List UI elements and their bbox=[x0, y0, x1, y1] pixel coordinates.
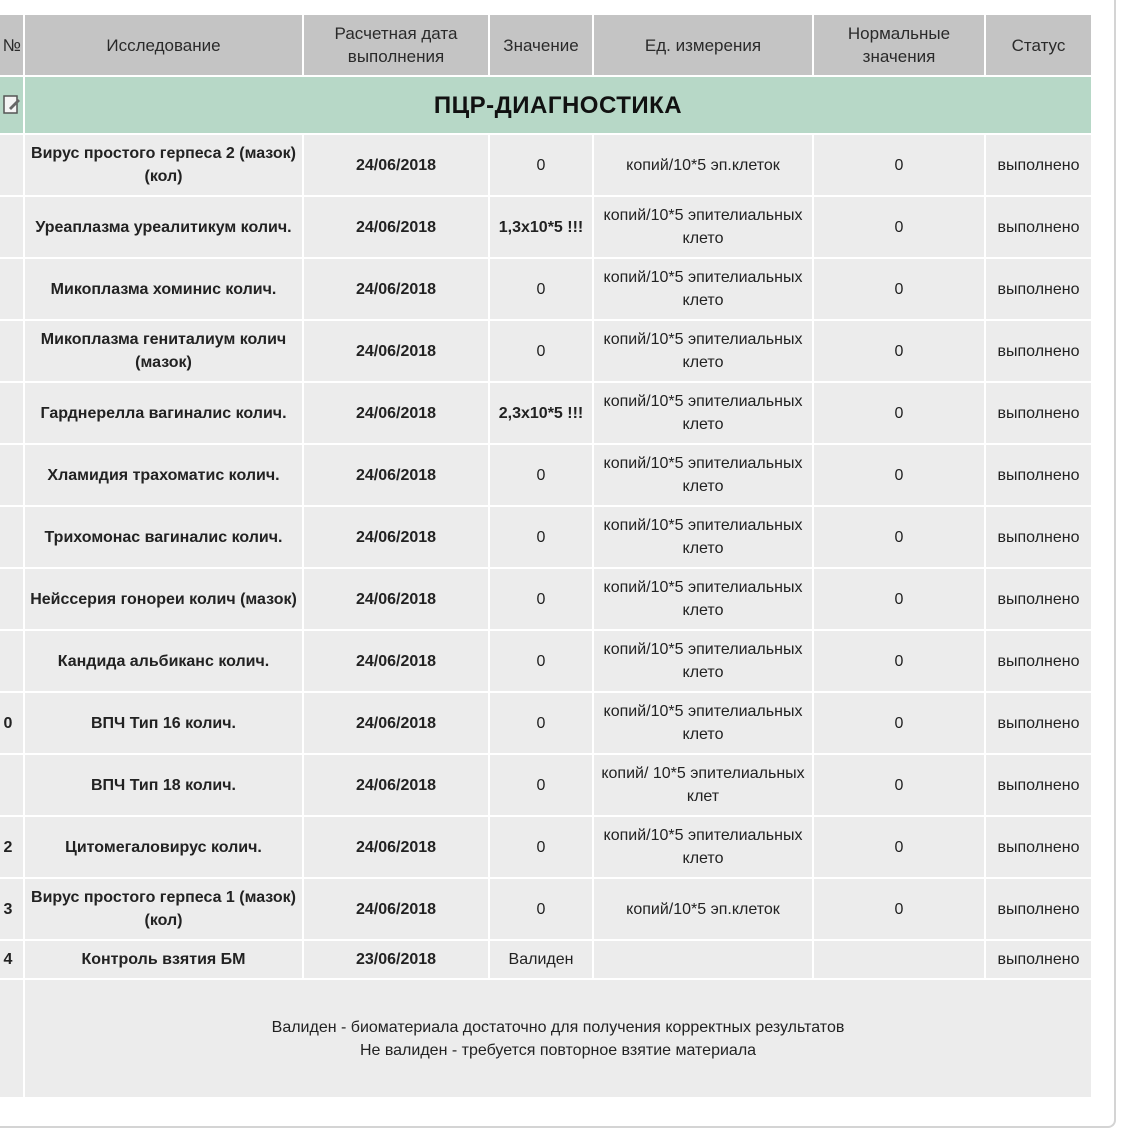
row-number bbox=[0, 755, 23, 815]
due-date: 23/06/2018 bbox=[304, 941, 488, 978]
table-row bbox=[0, 879, 1091, 939]
unit-cell: копий/10*5 эпителиальных клето bbox=[594, 569, 812, 629]
due-date: 24/06/2018 bbox=[304, 631, 488, 691]
header-normal: Нормальные значения bbox=[814, 15, 984, 75]
status-cell: выполнено bbox=[986, 321, 1091, 381]
study-name: Микоплазма гениталиум колич (мазок) bbox=[25, 321, 302, 381]
result-value: 0 bbox=[490, 445, 592, 505]
row-number bbox=[0, 631, 23, 691]
table-row bbox=[0, 631, 1091, 691]
due-date: 24/06/2018 bbox=[304, 817, 488, 877]
normal-values: 0 bbox=[814, 879, 984, 939]
study-name: Гарднерелла вагиналис колич. bbox=[25, 383, 302, 443]
table-row bbox=[0, 817, 1091, 877]
header-unit: Ед. измерения bbox=[594, 15, 812, 75]
normal-values: 0 bbox=[814, 383, 984, 443]
row-number: 0 bbox=[0, 693, 23, 753]
row-number bbox=[0, 197, 23, 257]
status-cell: выполнено bbox=[986, 569, 1091, 629]
result-value: 0 bbox=[490, 507, 592, 567]
table-row bbox=[0, 383, 1091, 443]
normal-values: 0 bbox=[814, 631, 984, 691]
status-cell: выполнено bbox=[986, 631, 1091, 691]
result-value: 0 bbox=[490, 135, 592, 195]
row-number bbox=[0, 445, 23, 505]
result-value: 0 bbox=[490, 693, 592, 753]
header-value: Значение bbox=[490, 15, 592, 75]
edit-icon[interactable] bbox=[0, 77, 23, 133]
study-name: ВПЧ Тип 16 колич. bbox=[25, 693, 302, 753]
control-row bbox=[0, 941, 1091, 978]
table-row bbox=[0, 755, 1091, 815]
normal-values bbox=[814, 941, 984, 978]
table-row bbox=[0, 197, 1091, 257]
unit-cell: копий/10*5 эп.клеток bbox=[594, 135, 812, 195]
study-name: Уреаплазма уреалитикум колич. bbox=[25, 197, 302, 257]
section-title: ПЦР-ДИАГНОСТИКА bbox=[25, 77, 1091, 133]
study-name: Вирус простого герпеса 1 (мазок)(кол) bbox=[25, 879, 302, 939]
header-status: Статус bbox=[986, 15, 1091, 75]
due-date: 24/06/2018 bbox=[304, 135, 488, 195]
status-cell: выполнено bbox=[986, 755, 1091, 815]
due-date: 24/06/2018 bbox=[304, 569, 488, 629]
section-row bbox=[0, 77, 1091, 133]
due-date: 24/06/2018 bbox=[304, 321, 488, 381]
result-value: 0 bbox=[490, 879, 592, 939]
status-cell: выполнено bbox=[986, 879, 1091, 939]
unit-cell: копий/10*5 эпителиальных клето bbox=[594, 197, 812, 257]
status-cell: выполнено bbox=[986, 693, 1091, 753]
study-name: Нейссерия гонореи колич (мазок) bbox=[25, 569, 302, 629]
unit-cell: копий/10*5 эп.клеток bbox=[594, 879, 812, 939]
result-value: 0 bbox=[490, 321, 592, 381]
study-name: Кандида альбиканс колич. bbox=[25, 631, 302, 691]
normal-values: 0 bbox=[814, 755, 984, 815]
study-name: Трихомонас вагиналис колич. bbox=[25, 507, 302, 567]
row-number bbox=[0, 569, 23, 629]
legend-invalid: Не валиден - требуется повторное взятие материала bbox=[359, 1041, 757, 1059]
result-value: 0 bbox=[490, 259, 592, 319]
due-date: 24/06/2018 bbox=[304, 445, 488, 505]
normal-values: 0 bbox=[814, 507, 984, 567]
header-study: Исследование bbox=[25, 15, 302, 75]
normal-values: 0 bbox=[814, 817, 984, 877]
status-cell: выполнено bbox=[986, 383, 1091, 443]
results-table bbox=[0, 13, 1093, 1099]
row-number: 3 bbox=[0, 879, 23, 939]
result-value: 0 bbox=[490, 817, 592, 877]
result-value: 0 bbox=[490, 631, 592, 691]
study-name: ВПЧ Тип 18 колич. bbox=[25, 755, 302, 815]
table-row bbox=[0, 259, 1091, 319]
status-cell: выполнено bbox=[986, 135, 1091, 195]
row-number bbox=[0, 383, 23, 443]
result-value: 0 bbox=[490, 755, 592, 815]
row-number bbox=[0, 321, 23, 381]
due-date: 24/06/2018 bbox=[304, 383, 488, 443]
study-name: Микоплазма хоминис колич. bbox=[25, 259, 302, 319]
table-row bbox=[0, 693, 1091, 753]
normal-values: 0 bbox=[814, 445, 984, 505]
due-date: 24/06/2018 bbox=[304, 755, 488, 815]
result-value: 1,3x10*5 !!! bbox=[490, 197, 592, 257]
table-row bbox=[0, 445, 1091, 505]
row-number bbox=[0, 507, 23, 567]
unit-cell: копий/10*5 эпителиальных клето bbox=[594, 383, 812, 443]
normal-values: 0 bbox=[814, 321, 984, 381]
unit-cell: копий/10*5 эпителиальных клето bbox=[594, 631, 812, 691]
status-cell: выполнено bbox=[986, 259, 1091, 319]
unit-cell: копий/10*5 эпителиальных клето bbox=[594, 321, 812, 381]
status-cell: выполнено bbox=[986, 817, 1091, 877]
study-name: Цитомегаловирус колич. bbox=[25, 817, 302, 877]
row-number bbox=[0, 135, 23, 195]
study-name: Хламидия трахоматис колич. bbox=[25, 445, 302, 505]
normal-values: 0 bbox=[814, 197, 984, 257]
unit-cell: копий/10*5 эпителиальных клето bbox=[594, 507, 812, 567]
study-name: Контроль взятия БМ bbox=[25, 941, 302, 978]
unit-cell bbox=[594, 941, 812, 978]
result-value: 2,3x10*5 !!! bbox=[490, 383, 592, 443]
row-number bbox=[0, 259, 23, 319]
header-num: № bbox=[0, 15, 23, 75]
unit-cell: копий/10*5 эпителиальных клето bbox=[594, 259, 812, 319]
result-value: Валиден bbox=[490, 941, 592, 978]
unit-cell: копий/ 10*5 эпителиальных клет bbox=[594, 755, 812, 815]
table-row bbox=[0, 569, 1091, 629]
row-number: 2 bbox=[0, 817, 23, 877]
due-date: 24/06/2018 bbox=[304, 693, 488, 753]
header-date: Расчетная дата выполнения bbox=[304, 15, 488, 75]
normal-values: 0 bbox=[814, 693, 984, 753]
status-cell: выполнено bbox=[986, 941, 1091, 978]
result-value: 0 bbox=[490, 569, 592, 629]
legend-valid: Валиден - биоматериала достаточно для получения корректных результатов bbox=[271, 1018, 845, 1036]
unit-cell: копий/10*5 эпителиальных клето bbox=[594, 445, 812, 505]
due-date: 24/06/2018 bbox=[304, 259, 488, 319]
status-cell: выполнено bbox=[986, 197, 1091, 257]
normal-values: 0 bbox=[814, 135, 984, 195]
status-cell: выполнено bbox=[986, 445, 1091, 505]
legend-spacer bbox=[0, 980, 23, 1097]
due-date: 24/06/2018 bbox=[304, 197, 488, 257]
status-cell: выполнено bbox=[986, 507, 1091, 567]
table-row bbox=[0, 321, 1091, 381]
table-row bbox=[0, 507, 1091, 567]
legend-row bbox=[0, 980, 1091, 1097]
normal-values: 0 bbox=[814, 259, 984, 319]
table-header-row bbox=[0, 15, 1091, 75]
due-date: 24/06/2018 bbox=[304, 879, 488, 939]
due-date: 24/06/2018 bbox=[304, 507, 488, 567]
unit-cell: копий/10*5 эпителиальных клето bbox=[594, 817, 812, 877]
unit-cell: копий/10*5 эпителиальных клето bbox=[594, 693, 812, 753]
normal-values: 0 bbox=[814, 569, 984, 629]
table-row bbox=[0, 135, 1091, 195]
legend-note bbox=[25, 980, 1091, 1097]
study-name: Вирус простого герпеса 2 (мазок)(кол) bbox=[25, 135, 302, 195]
row-number: 4 bbox=[0, 941, 23, 978]
